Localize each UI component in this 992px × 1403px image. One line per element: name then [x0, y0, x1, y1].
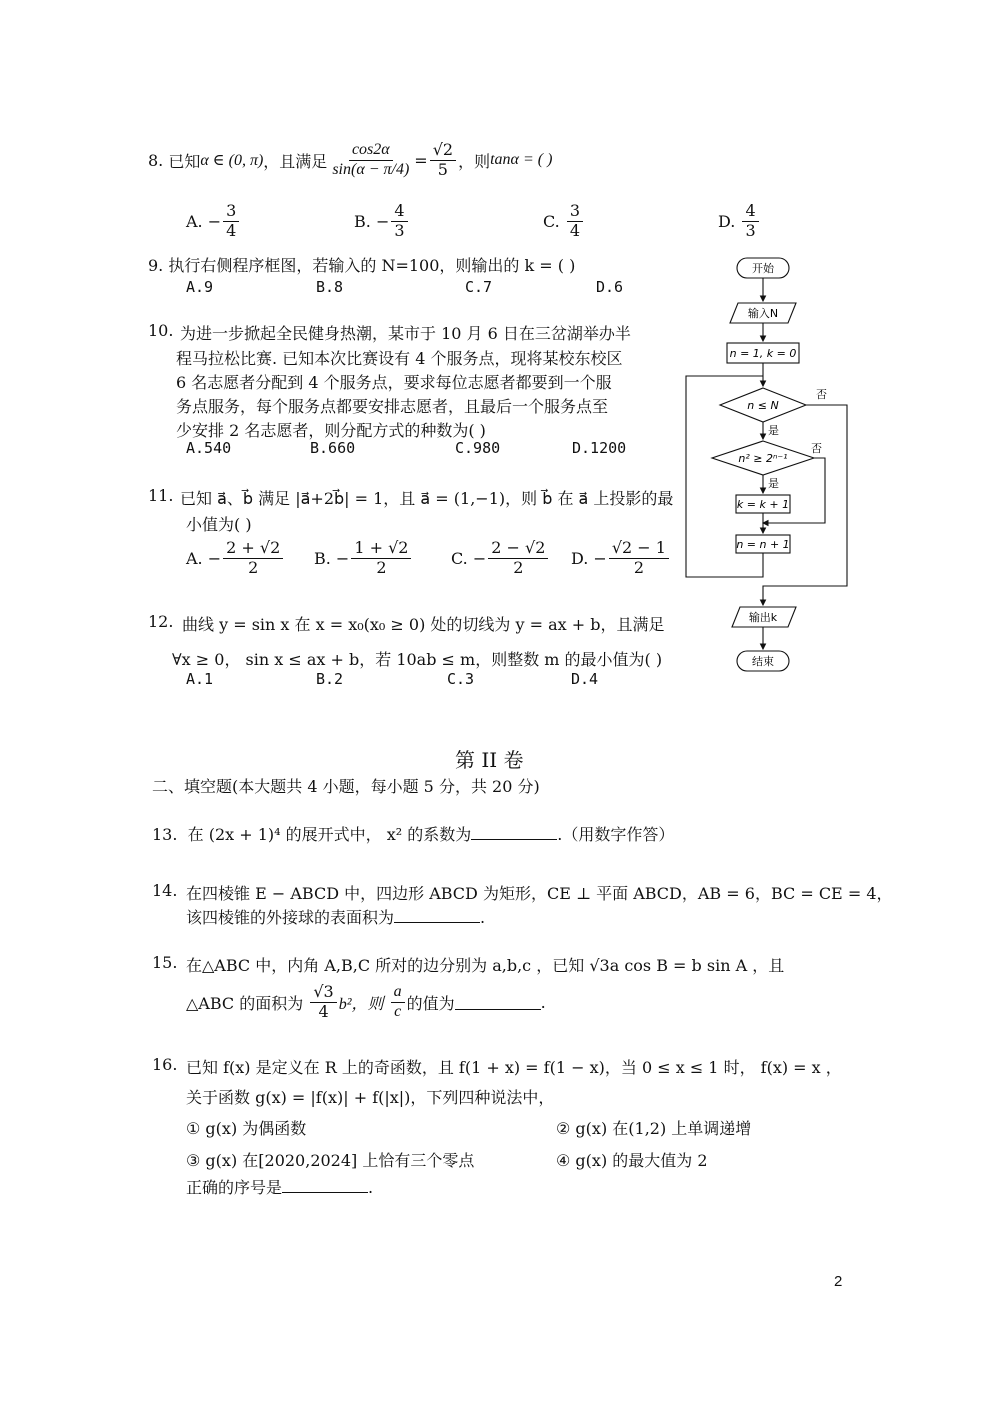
q11-option-b-den: 2 — [376, 557, 387, 577]
q11-option-c: C. − $\frac{2 - √2}{2}$ — [451, 535, 550, 581]
flow-init-label: n = 1, k = 0 — [729, 347, 797, 360]
q8-option-b — [354, 198, 410, 244]
q8-option-d-num: 4 — [742, 202, 758, 221]
q14-line-2-wrap — [186, 905, 485, 928]
q13-text-b: x² 的系数为 — [386, 825, 472, 844]
q10-line-3: 6 名志愿者分配到 4 个服务点，要求每位志愿者都要到一个服 — [176, 373, 612, 392]
q11-option-d-num: √2 − 1 — [609, 539, 669, 558]
q13-text-a: 在 (2x + 1)⁴ 的展开式中， — [187, 825, 382, 844]
flow-output-label: 输出k — [748, 611, 778, 624]
q8-option-c-den: 4 — [569, 220, 581, 240]
flow-input-label: 输入N — [747, 307, 779, 320]
q11-option-d-fraction — [609, 539, 669, 577]
q15-line-1: 在△ABC 中，内角 A,B,C 所对的边分别为 a,b,c ，已知 √3a cos B = b sin A ，且 — [186, 956, 785, 975]
q15-ratio-fraction — [391, 983, 405, 1021]
q13-answer-blank[interactable] — [471, 825, 557, 840]
q14-line-2: 该四棱锥的外接球的表面积为 — [186, 908, 395, 927]
flow-end-label: 结束 — [752, 655, 774, 668]
q8-option-a-sign: − — [207, 211, 222, 231]
q8-option-a — [186, 198, 241, 244]
q15-answer-blank[interactable] — [455, 995, 541, 1010]
q8-option-a-label: A. — [186, 211, 203, 231]
q12-option-c: C.3 — [447, 670, 475, 688]
q8-option-b-label: B. — [354, 211, 371, 231]
q15-end: . — [540, 992, 546, 1012]
q10-line-4: 务点服务，每个服务点都要安排志愿者，且最后一个服务点至 — [176, 397, 609, 416]
q16-line-1: 已知 f(x) 是定义在 R 上的奇函数，且 f(1 + x) = f(1 − x)，当 0 ≤ x ≤ 1 时， f(x) = x ， — [186, 1058, 842, 1077]
q11-option-a-label: A. — [186, 548, 203, 568]
q10-option-b: B.660 — [310, 439, 356, 457]
q8-equals: = — [414, 150, 428, 170]
q15-area-den: 4 — [318, 1001, 329, 1021]
q8-option-a-num: 3 — [223, 202, 239, 221]
q9-text: 执行右侧程序框图，若输入的 N=100，则输出的 k = ( ) — [168, 256, 576, 275]
q8-option-b-fraction — [391, 202, 407, 240]
q8-stem — [148, 128, 552, 192]
q10-number: 10. — [148, 321, 174, 340]
q16-line-2: 关于函数 g(x) = |f(x)| + f(|x|)，下列四种说法中， — [186, 1088, 555, 1107]
q14-line-1: 在四棱锥 E − ABCD 中，四边形 ABCD 为矩形，CE ⊥ 平面 ABCD，AB = 6，BC = CE = 4， — [186, 884, 893, 903]
q9-number: 9. — [148, 256, 164, 275]
q11-option-a-fraction — [223, 539, 283, 577]
q8-option-b-num: 4 — [391, 202, 407, 221]
q8-rhs-numerator: √2 — [430, 141, 456, 160]
q12-line-2: ∀x ≥ 0， sin x ≤ ax + b，若 10ab ≤ m，则整数 m 的最小值为( ) — [172, 650, 663, 669]
q10-line-2: 程马拉松比赛. 已知本次比赛设有 4 个服务点，现将某校东校区 — [176, 349, 623, 368]
q8-option-c — [543, 198, 585, 244]
q8-option-d-fraction — [742, 202, 758, 240]
q12-option-d: D.4 — [571, 670, 599, 688]
q16-statement-2: ② g(x) 在(1,2) 上单调递增 — [556, 1119, 752, 1138]
q16-statement-1: ① g(x) 为偶函数 — [186, 1119, 307, 1138]
q12-option-a: A.1 — [186, 670, 214, 688]
flow-yes-label-1: 是 — [768, 424, 779, 437]
q13-stem — [152, 822, 674, 845]
q16-end: . — [368, 1178, 374, 1197]
q15-ratio-den: c — [394, 1002, 402, 1020]
q8-option-c-fraction — [567, 202, 583, 240]
q11-option-c-den: 2 — [513, 557, 524, 577]
page-number: 2 — [834, 1273, 843, 1290]
q11-option-b-label: B. — [314, 548, 331, 568]
q11-line-2: 小值为( ) — [186, 515, 252, 534]
q8-option-a-den: 4 — [226, 220, 237, 240]
flow-step-n-label: n = n + 1 — [736, 538, 790, 551]
q8-text-2: ，且满足 — [263, 151, 328, 171]
q10-line-5: 少安排 2 名志愿者，则分配方式的种数为( ) — [176, 421, 486, 440]
q9-option-d: D.6 — [596, 278, 624, 296]
q8-option-a-fraction — [223, 202, 239, 240]
q8-option-b-den: 3 — [394, 220, 405, 240]
flow-cond1-label: n ≤ N — [747, 399, 779, 412]
q9-option-c: C.7 — [465, 278, 493, 296]
q15-line-2b: 的值为 — [406, 993, 455, 1013]
q11-option-a-den: 2 — [248, 557, 259, 577]
q8-option-d-label: D. — [718, 211, 736, 231]
q8-option-d — [718, 198, 761, 244]
q8-option-d-den: 3 — [745, 220, 756, 240]
q8-option-c-label: C. — [543, 211, 560, 231]
q15-area-tail: b²，则 — [338, 995, 384, 1013]
q11-option-d-label: D. — [571, 548, 589, 568]
q10-option-c: C.980 — [455, 439, 501, 457]
q16-statement-4: ④ g(x) 的最大值为 2 — [556, 1151, 708, 1170]
q8-frac-denominator: sin(α − π/4) — [332, 160, 410, 178]
q8-text-3: ，则 — [458, 151, 491, 171]
q12-number: 12. — [148, 612, 174, 631]
q11-line-1: 已知 a⃗、b⃗ 满足 |a⃗+2b⃗| = 1，且 a⃗ = (1,−1)，则 b⃗ 在 a⃗ 上投影的最 — [180, 489, 674, 508]
q9-option-b: B.8 — [316, 278, 344, 296]
q9-stem — [148, 253, 575, 276]
q13-text-c: .（用数字作答） — [557, 825, 675, 844]
q16-end-line — [186, 1175, 373, 1198]
q15-ratio-num: a — [391, 983, 405, 1002]
q10-option-a: A.540 — [186, 439, 232, 457]
q8-text-1: 已知 — [168, 151, 201, 171]
q15-line-2a: △ABC 的面积为 — [186, 993, 304, 1013]
q8-main-fraction — [329, 141, 412, 179]
q9-option-a: A.9 — [186, 278, 214, 296]
q14-number: 14. — [152, 881, 178, 900]
q8-number: 8. — [148, 150, 164, 170]
q15-line-2 — [186, 978, 546, 1026]
q11-option-b: B. − $\frac{1 + √2}{2}$ — [314, 535, 413, 581]
q11-option-c-num: 2 − √2 — [488, 539, 548, 558]
part2-title: 第 II 卷 — [455, 748, 524, 772]
q11-number: 11. — [148, 486, 174, 505]
flowchart — [680, 250, 860, 690]
q11-option-b-num: 1 + √2 — [351, 539, 411, 558]
q8-rhs-fraction — [430, 141, 456, 179]
q11-option-a-num: 2 + √2 — [223, 539, 283, 558]
flow-yes-label-2: 是 — [768, 477, 779, 490]
q15-area-num: √3 — [310, 983, 336, 1002]
q16-number: 16. — [152, 1055, 178, 1074]
q10-option-d: D.1200 — [572, 439, 627, 457]
q8-rhs-denominator: 5 — [437, 159, 448, 179]
q8-frac-numerator: cos2α — [349, 141, 393, 160]
q11-option-a: A. − $\frac{2 + √2}{2}$ — [186, 535, 285, 581]
q8-alpha-domain: α ∈ (0, π) — [200, 152, 264, 169]
q11-option-d: D. − $\frac{√2 - 1}{2}$ — [571, 535, 671, 581]
q11-option-c-fraction — [488, 539, 548, 577]
q8-option-b-sign: − — [375, 211, 390, 231]
q12-line-1: 曲线 y = sin x 在 x = x₀(x₀ ≥ 0) 处的切线为 y = ax + b，且满足 — [182, 615, 665, 634]
q11-option-b-fraction — [351, 539, 411, 577]
q8-option-c-num: 3 — [567, 202, 583, 221]
flow-no-label-1: 否 — [816, 388, 827, 401]
q14-end: . — [480, 908, 486, 927]
flow-step-k-label: k = k + 1 — [736, 498, 790, 511]
q15-number: 15. — [152, 953, 178, 972]
part2-section-heading: 二、填空题(本大题共 4 小题，每小题 5 分，共 20 分) — [152, 777, 540, 796]
q13-number: 13. — [152, 825, 178, 844]
q8-question: tanα = ( ) — [490, 151, 553, 168]
flow-no-label-2: 否 — [811, 442, 822, 455]
q14-answer-blank[interactable] — [394, 908, 480, 923]
q12-option-b: B.2 — [316, 670, 344, 688]
q11-option-c-label: C. — [451, 548, 468, 568]
q16-answer-blank[interactable] — [282, 1178, 368, 1193]
flow-cond2-label: n² ≥ 2ⁿ⁻¹ — [738, 452, 788, 465]
q15-area-fraction — [310, 983, 336, 1021]
q16-line-end: 正确的序号是 — [186, 1178, 283, 1197]
q10-line-1: 为进一步掀起全民健身热潮，某市于 10 月 6 日在三岔湖举办半 — [180, 324, 631, 343]
flow-start-label: 开始 — [752, 262, 774, 275]
q11-option-d-den: 2 — [633, 557, 644, 577]
q16-statement-3: ③ g(x) 在[2020,2024] 上恰有三个零点 — [186, 1151, 475, 1170]
